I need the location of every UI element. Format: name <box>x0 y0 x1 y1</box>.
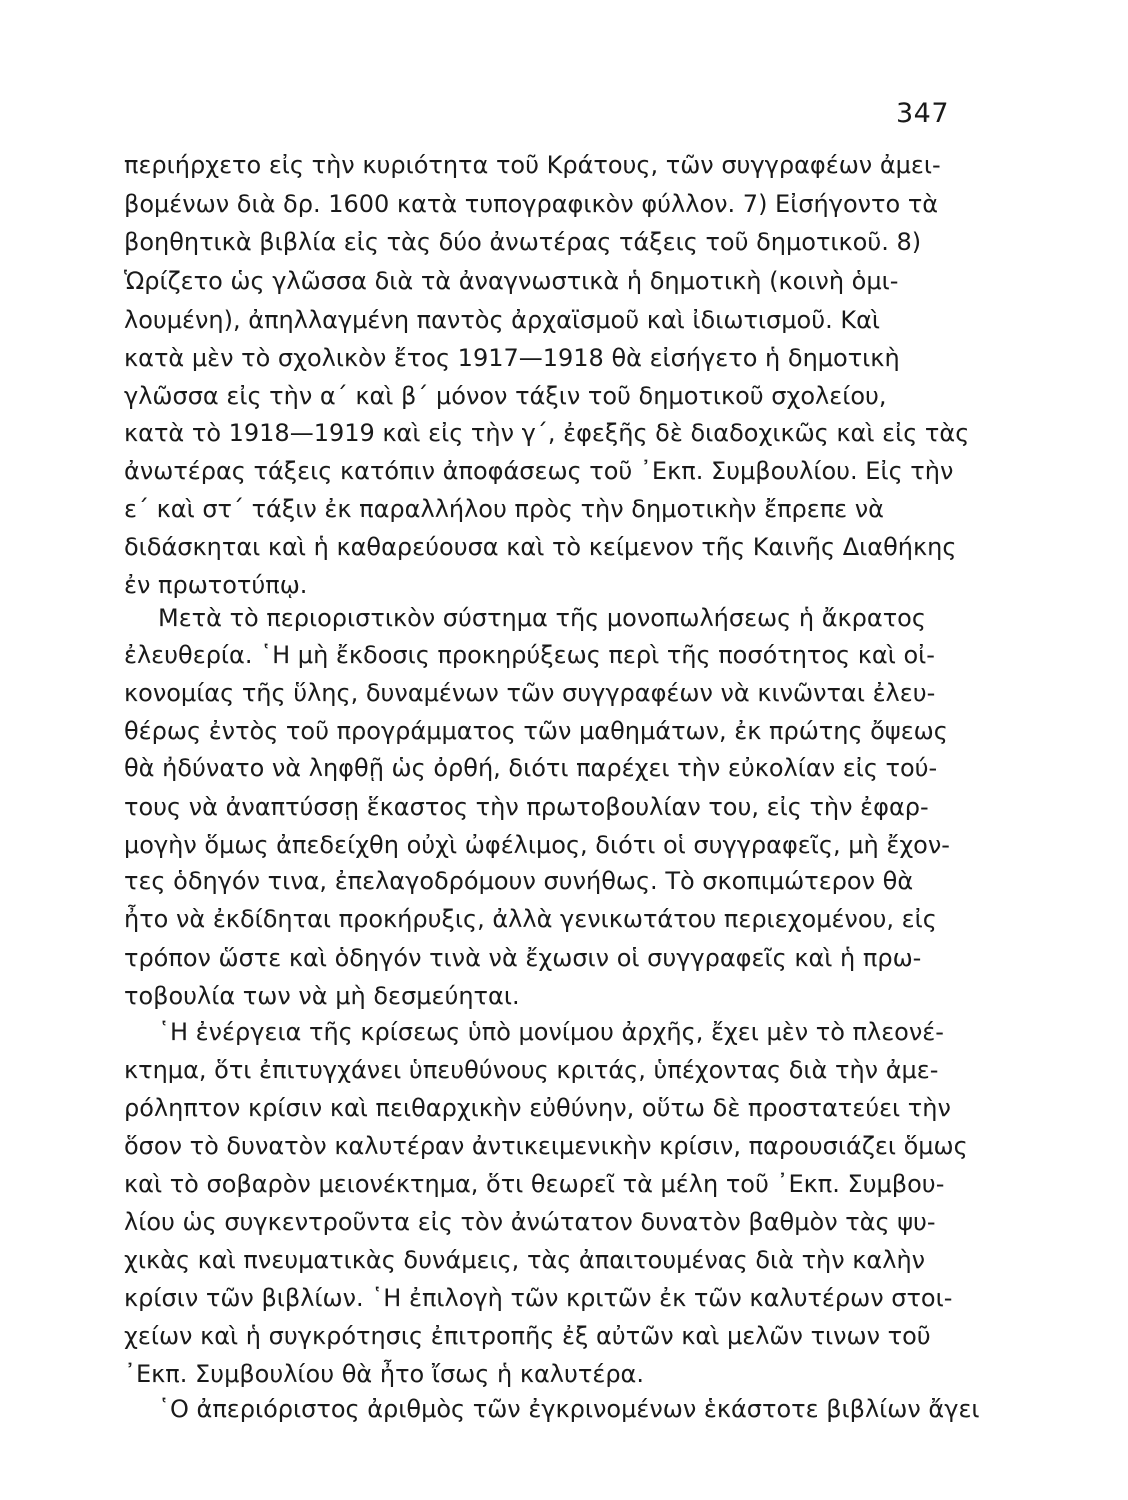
text-line: τες ὁδηγόν τινα, ἐπελαγοδρόμουν συνήθως. Τὸ σκοπιμώτερον θὰ <box>124 867 914 895</box>
text-line: ἦτο νὰ ἐκδίδηται προκήρυξις, ἀλλὰ γενικωτάτου περιεχομένου, εἰς <box>124 905 937 933</box>
text-line: περιήρχετο εἰς τὴν κυριότητα τοῦ Κράτους, τῶν συγγραφέων ἀμει- <box>124 151 941 179</box>
text-line: χείων καὶ ἡ συγκρότησις ἐπιτροπῆς ἐξ αὐτῶν καὶ μελῶν τινων τοῦ <box>124 1322 931 1350</box>
text-line: διδάσκηται καὶ ἡ καθαρεύουσα καὶ τὸ κείμενον τῆς Καινῆς Διαθήκης <box>124 533 957 561</box>
text-line: ἐν πρωτοτύπῳ. <box>124 571 308 599</box>
text-line: Ὡρίζετο ὡς γλῶσσα διὰ τὰ ἀναγνωστικὰ ἡ δημοτικὴ (κοινὴ ὁμι- <box>124 267 899 295</box>
page-number: 347 <box>896 98 950 129</box>
text-line: ᾿Εκπ. Συμβουλίου θὰ ἦτο ἴσως ἡ καλυτέρα. <box>124 1360 644 1388</box>
text-line: τοβουλία των νὰ μὴ δεσμεύηται. <box>124 982 520 1010</box>
text-line: κατὰ τὸ 1918—1919 καὶ εἰς τὴν γ΄, ἐφεξῆς δὲ διαδοχικῶς καὶ εἰς τὰς <box>124 419 970 447</box>
text-line: μογὴν ὅμως ἀπεδείχθη οὐχὶ ὠφέλιμος, διότι οἱ συγγραφεῖς, μὴ ἔχον- <box>124 831 950 859</box>
text-line: τους νὰ ἀναπτύσσῃ ἕκαστος τὴν πρωτοβουλίαν του, εἰς τὴν ἐφαρ- <box>124 793 929 821</box>
text-line: κτημα, ὅτι ἐπιτυγχάνει ὑπευθύνους κριτάς, ὑπέχοντας διὰ τὴν ἀμε- <box>124 1056 939 1084</box>
text-line: κονομίας τῆς ὕλης, δυναμένων τῶν συγγραφέων νὰ κινῶνται ἐλευ- <box>124 679 936 707</box>
text-line: βοηθητικὰ βιβλία εἰς τὰς δύο ἀνωτέρας τάξεις τοῦ δημοτικοῦ. 8) <box>124 228 922 256</box>
text-line: γλῶσσα εἰς τὴν α΄ καὶ β΄ μόνον τάξιν τοῦ δημοτικοῦ σχολείου, <box>124 382 887 410</box>
text-line: λουμένη), ἀπηλλαγμένη παντὸς ἀρχαϊσμοῦ καὶ ἰδιωτισμοῦ. Καὶ <box>124 306 881 334</box>
paragraph-start-line: Μετὰ τὸ περιοριστικὸν σύστημα τῆς μονοπωλήσεως ἡ ἄκρατος <box>158 604 926 632</box>
text-line: καὶ τὸ σοβαρὸν μειονέκτημα, ὅτι θεωρεῖ τὰ μέλη τοῦ ᾿Εκπ. Συμβου- <box>124 1170 945 1198</box>
text-line: ρόληπτον κρίσιν καὶ πειθαρχικὴν εὐθύνην, οὕτω δὲ προστατεύει τὴν <box>124 1094 951 1122</box>
text-line: ε΄ καὶ στ΄ τάξιν ἐκ παραλλήλου πρὸς τὴν δημοτικὴν ἔπρεπε νὰ <box>124 495 884 523</box>
text-line: ἐλευθερία. ῾Η μὴ ἔκδοσις προκηρύξεως περὶ τῆς ποσότητος καὶ οἰ- <box>124 641 935 669</box>
text-line: κρίσιν τῶν βιβλίων. ῾Η ἐπιλογὴ τῶν κριτῶν ἐκ τῶν καλυτέρων στοι- <box>124 1284 953 1312</box>
text-line: θέρως ἐντὸς τοῦ προγράμματος τῶν μαθημάτων, ἐκ πρώτης ὄψεως <box>124 717 948 745</box>
text-line: κατὰ μὲν τὸ σχολικὸν ἔτος 1917—1918 θὰ εἰσήγετο ἡ δημοτικὴ <box>124 344 900 372</box>
paragraph-start-line: ῾Η ἐνέργεια τῆς κρίσεως ὑπὸ μονίμου ἀρχῆς, ἔχει μὲν τὸ πλεονέ- <box>158 1018 944 1046</box>
text-line: λίου ὡς συγκεντροῦντα εἰς τὸν ἀνώτατον δυνατὸν βαθμὸν τὰς ψυ- <box>124 1208 936 1236</box>
text-line: βομένων διὰ δρ. 1600 κατὰ τυπογραφικὸν φύλλον. 7) Εἰσήγοντο τὰ <box>124 190 939 218</box>
text-line: χικὰς καὶ πνευματικὰς δυνάμεις, τὰς ἀπαιτουμένας διὰ τὴν καλὴν <box>124 1246 926 1274</box>
text-line: ἀνωτέρας τάξεις κατόπιν ἀποφάσεως τοῦ ᾿Εκπ. Συμβουλίου. Εἰς τὴν <box>124 457 954 485</box>
text-line: τρόπον ὥστε καὶ ὁδηγόν τινὰ νὰ ἔχωσιν οἱ συγγραφεῖς καὶ ἡ πρω- <box>124 944 922 972</box>
paragraph-start-line: ῾Ο ἀπεριόριστος ἀριθμὸς τῶν ἐγκρινομένων ἑκάστοτε βιβλίων ἄγει <box>158 1395 980 1423</box>
text-line: θὰ ἠδύνατο νὰ ληφθῇ ὡς ὀρθή, διότι παρέχει τὴν εὐκολίαν εἰς τού- <box>124 754 938 782</box>
text-line: ὅσον τὸ δυνατὸν καλυτέραν ἀντικειμενικὴν κρίσιν, παρουσιάζει ὅμως <box>124 1132 968 1160</box>
